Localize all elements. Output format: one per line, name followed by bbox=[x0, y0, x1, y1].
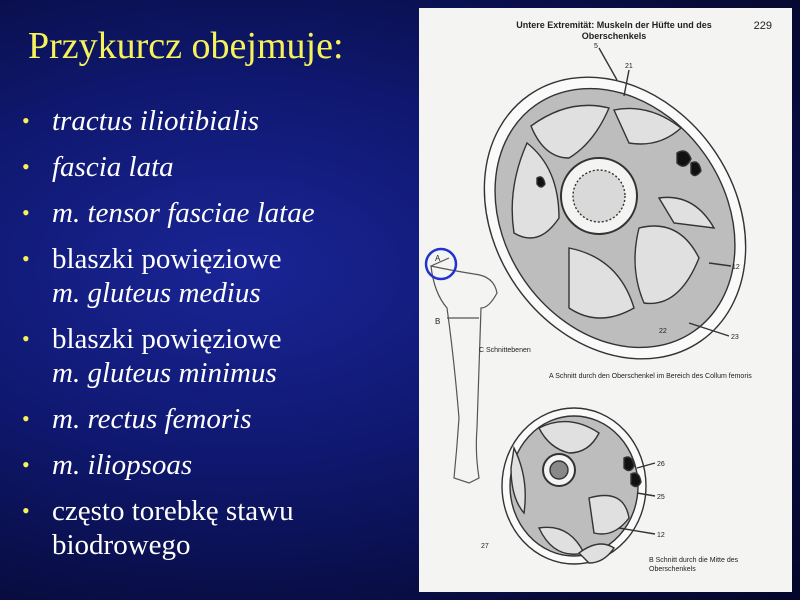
svg-text:25: 25 bbox=[657, 494, 665, 501]
svg-text:12: 12 bbox=[657, 532, 665, 539]
bullet-dot-icon: • bbox=[22, 326, 30, 351]
bullet-item: • m. iliopsoas bbox=[22, 449, 193, 481]
bullet-dot-icon: • bbox=[22, 108, 30, 133]
bullet-item: • blaszki powięziowe m. gluteus minimus bbox=[22, 323, 282, 389]
leg-outline bbox=[431, 258, 497, 483]
plane-label-a: A bbox=[435, 254, 441, 263]
bullet-dot-icon: • bbox=[22, 200, 30, 225]
plane-label-b: B bbox=[435, 317, 441, 326]
bullet-list bbox=[18, 104, 418, 574]
lower-cross-section bbox=[481, 408, 665, 564]
bullet-item: • blaszki powięziowe m. gluteus medius bbox=[22, 243, 282, 309]
bullet-item: • m. rectus femoris bbox=[22, 403, 252, 435]
svg-text:5: 5 bbox=[594, 43, 598, 50]
bullet-item: • tractus iliotibialis bbox=[22, 105, 260, 137]
bullet-dot-icon: • bbox=[22, 452, 30, 477]
bullet-item: • często torebkę stawu biodrowego bbox=[22, 495, 294, 561]
highlight-circle bbox=[426, 249, 456, 279]
svg-text:22: 22 bbox=[659, 328, 667, 335]
caption-section-b: B Schnitt durch die Mitte des Oberschenkels bbox=[649, 557, 739, 573]
bullet-dot-icon: • bbox=[22, 154, 30, 179]
svg-text:26: 26 bbox=[657, 461, 665, 468]
caption-section-a: A Schnitt durch den Oberschenkel im Bereich des Collum femoris bbox=[549, 373, 752, 380]
svg-text:23: 23 bbox=[731, 334, 739, 341]
atlas-page-number: 229 bbox=[753, 20, 772, 32]
bullet-dot-icon: • bbox=[22, 406, 30, 431]
bullet-dot-icon: • bbox=[22, 498, 30, 523]
bullet-dot-icon: • bbox=[22, 246, 30, 271]
svg-text:12: 12 bbox=[732, 264, 740, 271]
slide-title: Przykurcz obejmuje: bbox=[28, 25, 344, 67]
bullet-item: • fascia lata bbox=[22, 151, 174, 183]
anatomy-atlas-figure bbox=[419, 8, 792, 592]
svg-text:27: 27 bbox=[481, 543, 489, 550]
bullet-item: • m. tensor fasciae latae bbox=[22, 197, 315, 229]
caption-section-planes: C Schnittebenen bbox=[479, 347, 531, 354]
svg-text:21: 21 bbox=[625, 63, 633, 70]
atlas-header: Untere Extremität: Muskeln der Hüfte und des Oberschenkels bbox=[516, 20, 712, 41]
cross-section-illustration bbox=[419, 8, 792, 592]
